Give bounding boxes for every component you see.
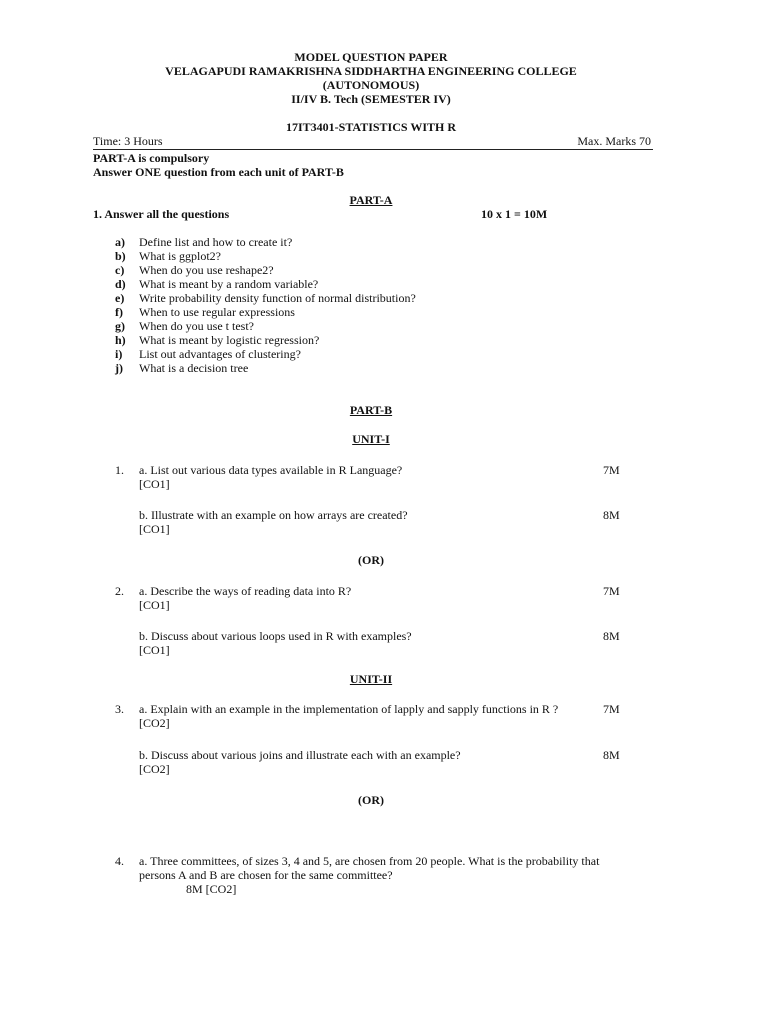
- question-marks: 7M: [603, 702, 620, 716]
- item-label: h): [115, 333, 126, 347]
- college-name: VELAGAPUDI RAMAKRISHNA SIDDHARTHA ENGINEERING COLLEGE: [165, 64, 577, 78]
- question-marks: 8M: [603, 508, 620, 522]
- unit-1-title: UNIT-I: [352, 432, 390, 446]
- item-label: f): [115, 305, 123, 319]
- instruction-line: PART-A is compulsory: [93, 151, 210, 165]
- item-text: When to use regular expressions: [139, 305, 295, 319]
- time-allowed: Time: 3 Hours: [93, 134, 163, 148]
- paper-title: MODEL QUESTION PAPER: [294, 50, 448, 64]
- item-label: d): [115, 277, 126, 291]
- question-marks: 7M: [603, 463, 620, 477]
- question-text: a. Describe the ways of reading data into R?: [139, 584, 352, 598]
- question-text: a. Three committees, of sizes 3, 4 and 5, are chosen from 20 people. What is the probability that: [139, 854, 600, 868]
- item-text: What is meant by logistic regression?: [139, 333, 320, 347]
- item-label: b): [115, 249, 126, 263]
- item-text: What is meant by a random variable?: [139, 277, 319, 291]
- course-outcome: [CO1]: [139, 477, 170, 491]
- question-marks: 8M: [603, 629, 620, 643]
- item-text: Write probability density function of normal distribution?: [139, 291, 416, 305]
- question-marks: 8M: [603, 748, 620, 762]
- item-label: j): [115, 361, 123, 375]
- item-text: Define list and how to create it?: [139, 235, 293, 249]
- item-label: i): [115, 347, 123, 361]
- semester: II/IV B. Tech (SEMESTER IV): [291, 92, 451, 106]
- question-text: persons A and B are chosen for the same committee?: [139, 868, 393, 882]
- part-a-question: 1. Answer all the questions: [93, 207, 230, 221]
- course-outcome: [CO1]: [139, 643, 170, 657]
- question-number: 3.: [115, 702, 124, 716]
- question-text: a. List out various data types available in R Language?: [139, 463, 403, 477]
- college-status: (AUTONOMOUS): [322, 78, 420, 92]
- item-text: When do you use t test?: [139, 319, 254, 333]
- unit-2-title: UNIT-II: [349, 672, 393, 686]
- item-label: g): [115, 319, 125, 333]
- part-a-title: PART-A: [349, 193, 393, 207]
- item-label: c): [115, 263, 125, 277]
- part-a-marks: 10 x 1 = 10M: [481, 207, 548, 221]
- max-marks: Max. Marks 70: [577, 134, 651, 148]
- question-marks: 7M: [603, 584, 620, 598]
- question-number: 1.: [115, 463, 124, 477]
- instruction-line: Answer ONE question from each unit of PART-B: [93, 165, 344, 179]
- header-rule: [93, 149, 653, 150]
- question-text: b. Discuss about various loops used in R with examples?: [139, 629, 412, 643]
- or-separator: (OR): [358, 553, 384, 567]
- course-outcome: [CO2]: [139, 716, 170, 730]
- question-text: b. Illustrate with an example on how arrays are created?: [139, 508, 408, 522]
- part-b-title: PART-B: [349, 403, 393, 417]
- question-text: b. Discuss about various joins and illustrate each with an example?: [139, 748, 461, 762]
- question-number: 2.: [115, 584, 124, 598]
- item-text: What is ggplot2?: [139, 249, 221, 263]
- question-number: 4.: [115, 854, 124, 868]
- question-text: a. Explain with an example in the implementation of lapply and sapply functions in R ?: [139, 702, 559, 716]
- or-separator: (OR): [358, 793, 384, 807]
- item-text: What is a decision tree: [139, 361, 249, 375]
- item-text: When do you use reshape2?: [139, 263, 274, 277]
- item-text: List out advantages of clustering?: [139, 347, 301, 361]
- item-label: e): [115, 291, 125, 305]
- question-marks: 8M [CO2]: [186, 882, 237, 896]
- course-outcome: [CO1]: [139, 522, 170, 536]
- course-code: 17IT3401-STATISTICS WITH R: [285, 120, 457, 134]
- item-label: a): [115, 235, 125, 249]
- course-outcome: [CO2]: [139, 762, 170, 776]
- course-outcome: [CO1]: [139, 598, 170, 612]
